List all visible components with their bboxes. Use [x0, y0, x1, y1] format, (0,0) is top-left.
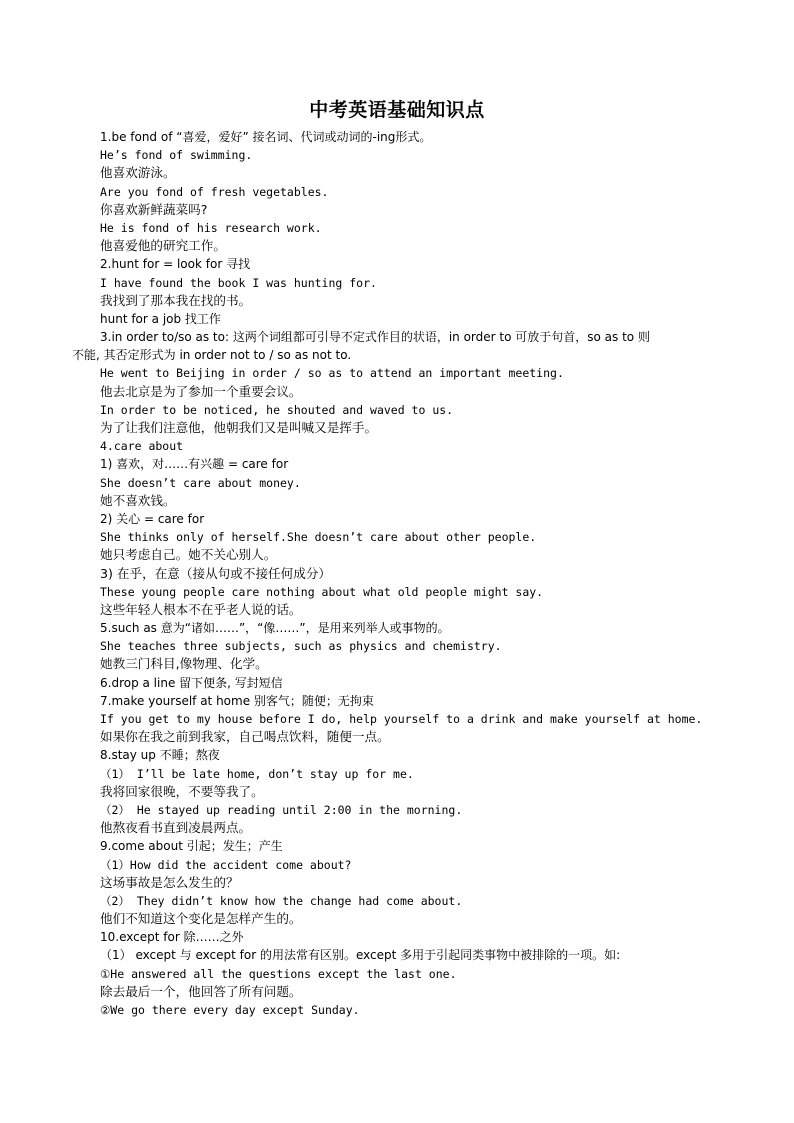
text-line: These young people care nothing about what old people might say.	[100, 584, 544, 599]
text-line: 7.make yourself at home 别客气；随便；无拘束	[100, 693, 374, 708]
text-line: （1） except 与 except for 的用法常有区别。except 多用于引起同类事物中被排除的一项。如:	[100, 948, 621, 963]
text-line: In order to be noticed, he shouted and waved to us.	[100, 402, 454, 417]
document-title: 中考英语基础知识点	[309, 99, 485, 121]
text-line: She thinks only of herself.She doesn’t care about other people.	[100, 530, 537, 545]
text-line: 6.drop a line 留下便条, 写封短信	[100, 675, 283, 690]
text-line: 她只考虑自己。她不关心别人。	[100, 547, 277, 563]
text-line: 他去北京是为了参加一个重要会议。	[100, 383, 302, 399]
text-line: I have found the book I was hunting for.	[100, 275, 377, 290]
text-line: He is fond of his research work.	[100, 220, 322, 235]
text-line: Are you fond of fresh vegetables.	[100, 184, 329, 199]
text-line: 不能, 其否定形式为 in order not to / so as not to.	[72, 348, 352, 363]
text-line: 为了让我们注意他，他朝我们又是叫喊又是挥手。	[100, 420, 378, 435]
text-line: （2） He stayed up reading until 2:00 in the morning.	[100, 802, 463, 817]
text-line: 如果你在我之前到我家，自己喝点饮料，随便一点。	[100, 729, 390, 745]
text-line: 1) 喜欢，对……有兴趣 = care for	[100, 457, 289, 472]
text-line: 5.such as 意为“诸如……”，“像……”，是用来列举人或事物的。	[100, 621, 450, 636]
text-line: （1）How did the accident come about?	[100, 857, 352, 872]
text-line: 2) 关心 = care for	[100, 511, 205, 526]
document-body	[72, 128, 732, 1019]
text-line: 这场事故是怎么发生的？	[100, 874, 239, 890]
text-line: 除去最后一个，他回答了所有问题。	[100, 983, 302, 999]
text-line: 他们不知道这个变化是怎样产生的。	[100, 911, 302, 927]
text-line: （1） I’ll be late home, don’t stay up for me.	[100, 766, 414, 781]
text-line: 我将回家很晚，不要等我了。	[100, 783, 264, 799]
text-line: 3.in order to/so as to: 这两个词组都可引导不定式作目的状语，in order to 可放于句首，so as to 则	[100, 330, 650, 345]
text-line: 2.hunt for = look for 寻找	[100, 257, 251, 272]
text-line: 4.care about	[100, 439, 184, 454]
text-line: He’s fond of swimming.	[100, 148, 253, 163]
text-line: 这些年轻人根本不在乎老人说的话。	[100, 601, 302, 617]
text-line: 他喜欢游泳。	[100, 165, 176, 181]
text-line: She teaches three subjects, such as physics and chemistry.	[100, 639, 502, 654]
text-line: ①He answered all the questions except the last one.	[100, 966, 457, 981]
text-line: hunt for a job 找工作	[100, 311, 221, 326]
text-line: 她教三门科目,像物理、化学。	[100, 656, 268, 672]
text-line: 8.stay up 不睡；熬夜	[100, 748, 220, 763]
text-line: 他熬夜看书直到凌晨两点。	[100, 820, 252, 836]
text-line: 3) 在乎，在意（接从句或不接任何成分）	[100, 565, 332, 581]
text-line: 1.be fond of “喜爱，爱好” 接名词、代词或动词的-ing形式。	[100, 130, 432, 144]
text-line: 她不喜欢钱。	[100, 492, 176, 508]
text-line: （2） They didn’t know how the change had come about.	[100, 893, 463, 908]
text-line: 我找到了那本我在找的书。	[100, 292, 252, 308]
text-line: 9.come about 引起；发生；产生	[100, 839, 283, 854]
text-line: 他喜爱他的研究工作。	[100, 238, 226, 254]
text-line: 10.except for 除……之外	[100, 930, 244, 945]
text-line: She doesn’t care about money.	[100, 475, 301, 490]
text-line: If you get to my house before I do, help yourself to a drink and make yourself at home.	[100, 712, 703, 726]
text-line: He went to Beijing in order / so as to attend an important meeting.	[100, 366, 564, 381]
text-line: ②We go there every day except Sunday.	[100, 1003, 360, 1017]
text-line: 你喜欢新鲜蔬菜吗?	[100, 201, 208, 217]
